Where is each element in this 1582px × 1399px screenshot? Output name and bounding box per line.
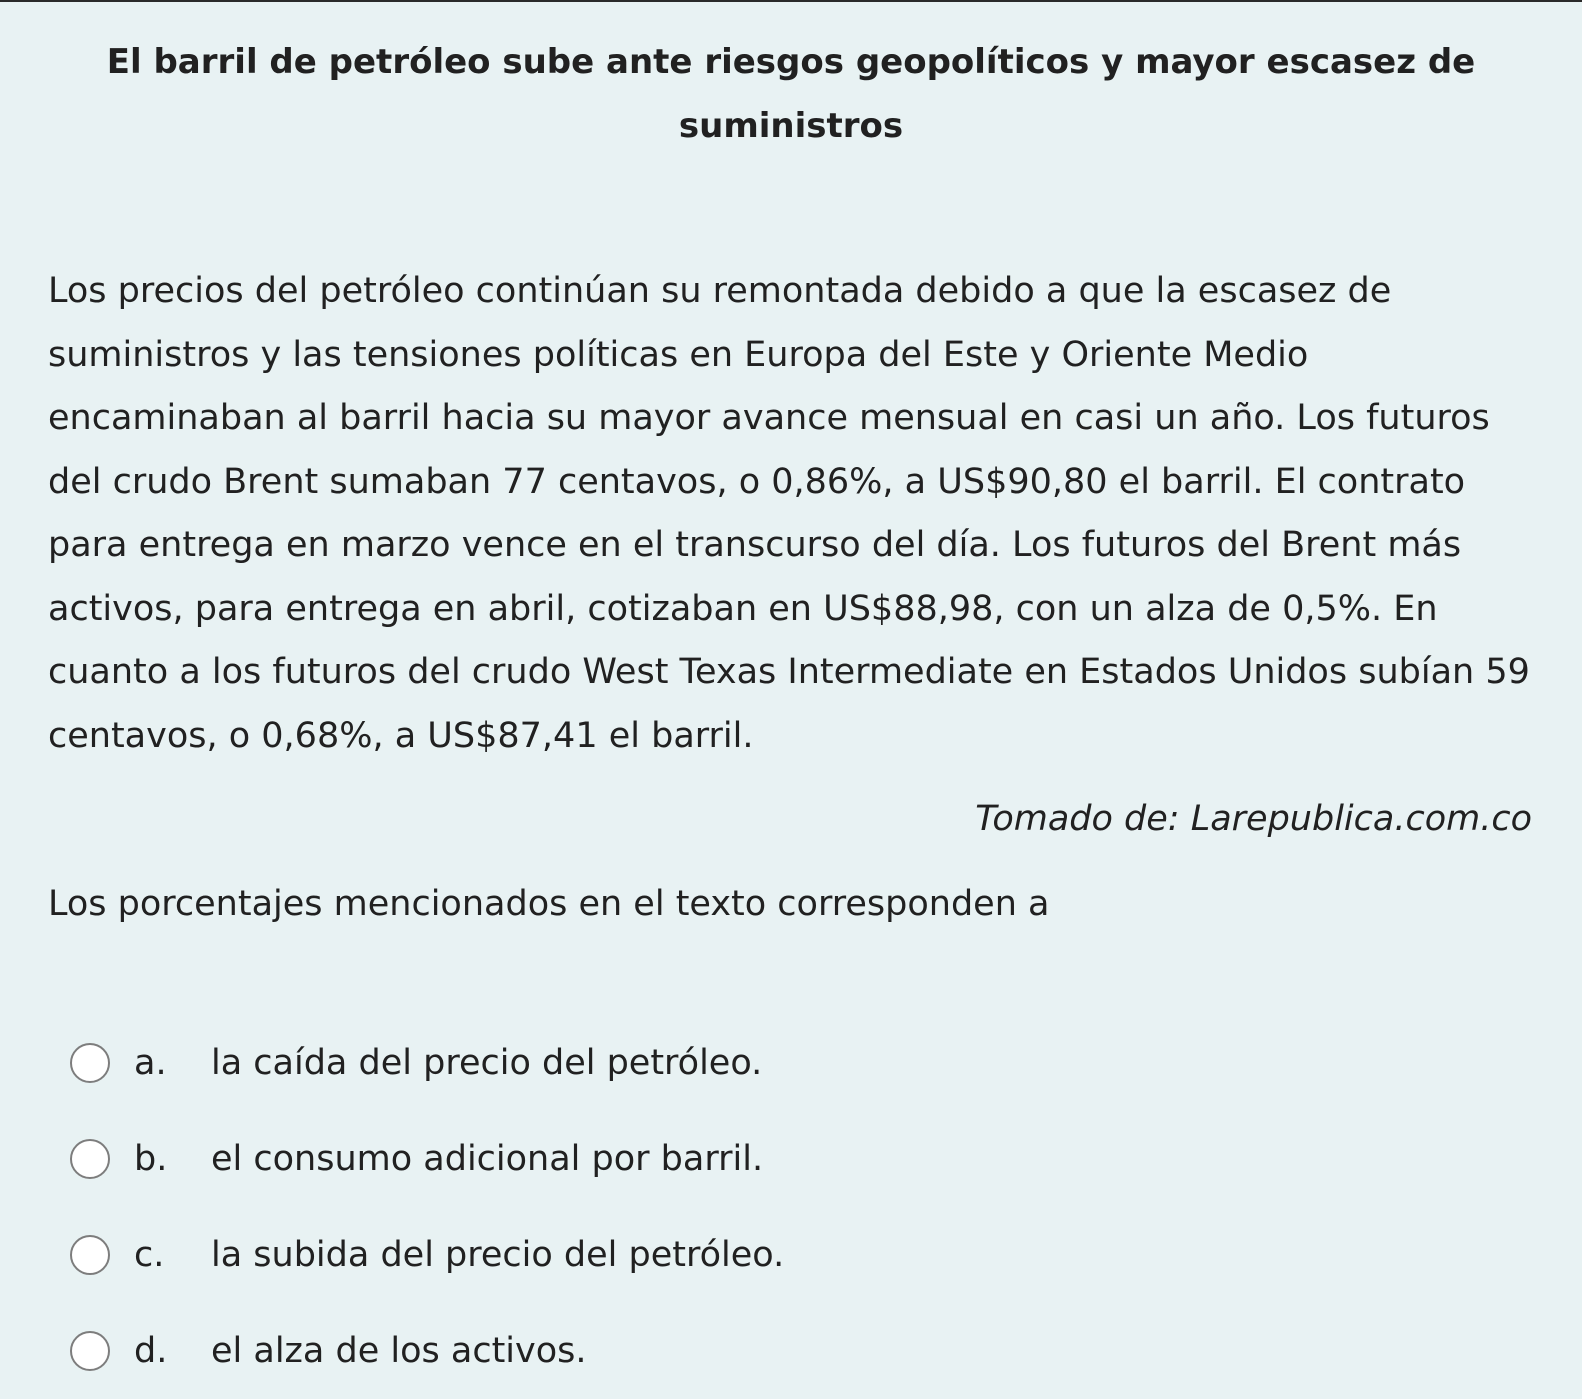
- option-text: la caída del precio del petróleo.: [211, 1043, 763, 1083]
- option-text: la subida del precio del petróleo.: [211, 1235, 785, 1275]
- option-text: el alza de los activos.: [211, 1331, 587, 1371]
- option-letter: d.: [134, 1331, 168, 1371]
- question-prompt: Los porcentajes mencionados en el texto corresponden a: [48, 884, 1050, 924]
- answer-options: [70, 1015, 784, 1399]
- option-letter: b.: [134, 1139, 168, 1179]
- article-title: El barril de petróleo sube ante riesgos geopolíticos y mayor escasez de suministros: [106, 42, 1476, 146]
- top-divider: [0, 0, 1582, 2]
- radio-button-d[interactable]: [70, 1331, 110, 1371]
- option-letter: c.: [134, 1235, 165, 1275]
- option-b[interactable]: [70, 1111, 784, 1207]
- option-text: el consumo adicional por barril.: [211, 1139, 764, 1179]
- source-credit: Tomado de: Larepublica.com.co: [975, 799, 1532, 839]
- option-letter: a.: [134, 1043, 167, 1083]
- option-d[interactable]: [70, 1303, 784, 1399]
- radio-button-c[interactable]: [70, 1235, 110, 1275]
- radio-button-b[interactable]: [70, 1139, 110, 1179]
- option-c[interactable]: [70, 1207, 784, 1303]
- radio-button-a[interactable]: [70, 1043, 110, 1083]
- article-body: Los precios del petróleo continúan su remontada debido a que la escasez de suministros y las tensiones políticas en Europa del Este y Oriente Medio encaminaban al barril hacia su mayor avance mensual en casi un año. Los futuros del crudo Brent sumaban 77 centavos, o 0,86%, a US$90,80 el barril. El contrato para entrega en marzo vence en el transcurso del día. Los futuros del Brent más activos, para entrega en abril, cotizaban en US$88,98, con un alza de 0,5%. En cuanto a los futuros del crudo West Texas Intermediate en Estados Unidos subían 59 centavos, o 0,68%, a US$87,41 el barril.: [48, 271, 1530, 756]
- option-a[interactable]: [70, 1015, 784, 1111]
